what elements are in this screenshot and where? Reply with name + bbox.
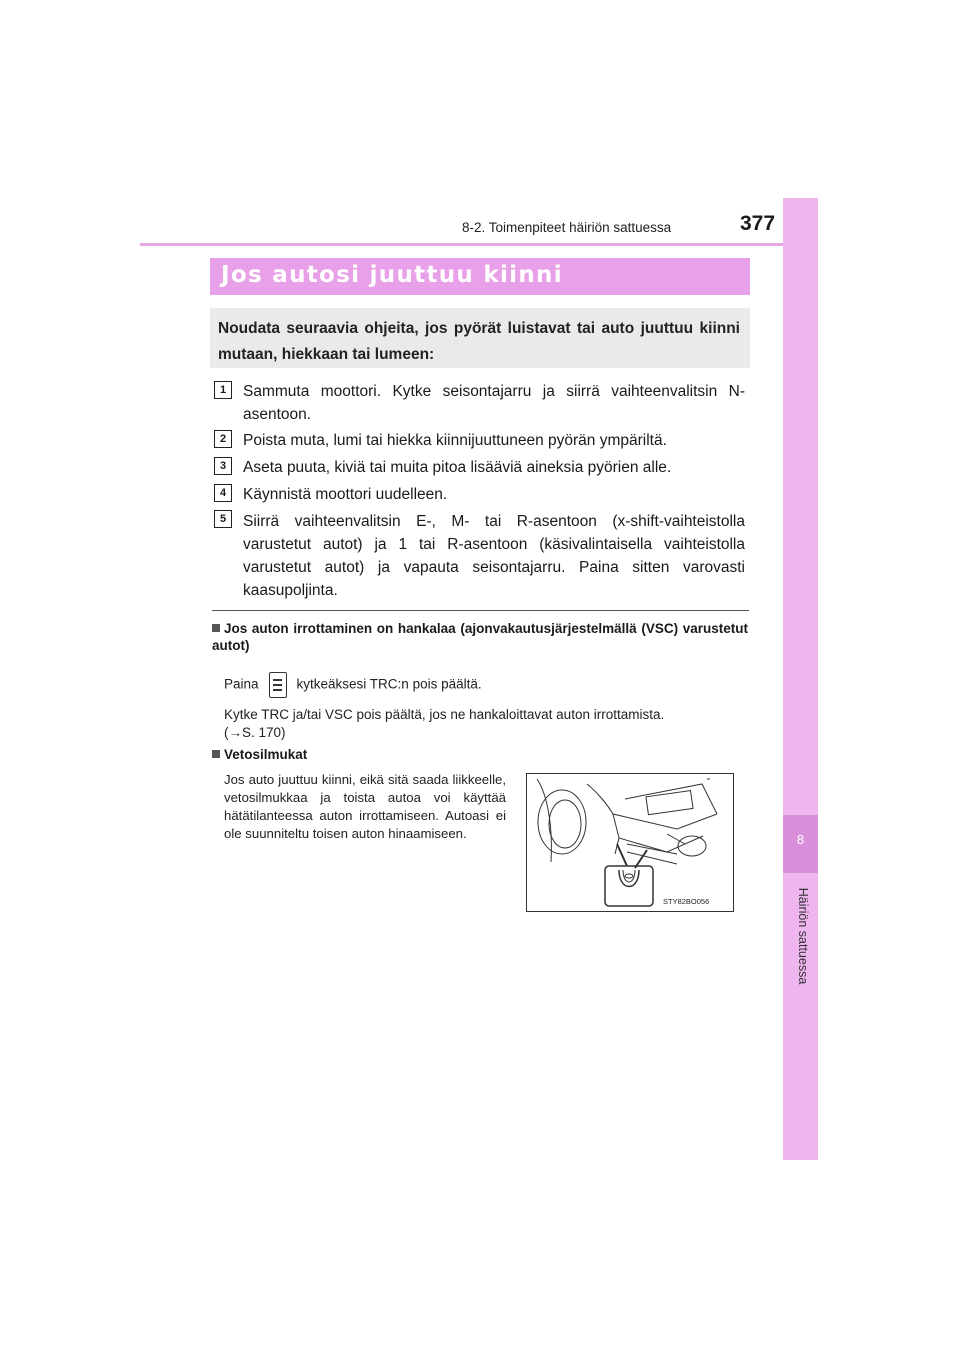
- tow-text: Jos auto juuttuu kiinni, eikä sitä saada liikkeelle, vetosilmukkaa ja toista autoa voi käyttää hätätilanteessa auton irrottamiseen. Autoasi ei ole suunniteltu toisen auton hinaamiseen.: [224, 772, 506, 841]
- vsc-heading: Jos auton irrottaminen on hankalaa (ajonvakautusjärjestelmällä (VSC) varustetut autot): [212, 621, 748, 653]
- step-text: Sammuta moottori. Kytke seisontajarru ja siirrä vaihteenvalitsin N-asentoon.: [243, 383, 745, 423]
- section-title: 8-2. Toimenpiteet häiriön sattuessa: [462, 220, 672, 235]
- vsc-note: Kytke TRC ja/tai VSC pois päältä, jos ne hankaloittavat auton irrottamista.: [224, 707, 665, 722]
- step-text: Käynnistä moottori uudelleen.: [243, 486, 448, 503]
- tow-heading: Vetosilmukat: [212, 746, 307, 763]
- vsc-off-button-icon: [269, 672, 287, 698]
- step-number: 2: [214, 430, 232, 448]
- section-divider: [212, 610, 749, 611]
- step-text: Poista muta, lumi tai hiekka kiinnijuuttuneen pyörän ympäriltä.: [243, 432, 667, 449]
- page-number: 377: [740, 212, 776, 235]
- step-text: Aseta puuta, kiviä tai muita pitoa lisääviä aineksia pyörien alle.: [243, 459, 672, 476]
- header-divider: [140, 243, 818, 246]
- intro-text: Noudata seuraavia ohjeita, jos pyörät luistavat tai auto juuttuu kiinni mutaan, hiekkaan tai lumeen:: [218, 320, 740, 363]
- step-number: 5: [214, 510, 232, 528]
- chapter-number: 8: [796, 832, 805, 847]
- towing-eyelet-illustration: [526, 773, 734, 912]
- step-number: 3: [214, 457, 232, 475]
- step-text: Siirrä vaihteenvalitsin E-, M- tai R-asentoon (x-shift-vaihteistolla varustetut autot) ja 1 tai R-asentoon (käsivalintaisella vaihteistolla varustetut autot) ja vapauta seisontajarru. Paina sitten varovasti kaasupoljinta.: [243, 513, 745, 599]
- bullet-square-icon: [212, 624, 220, 632]
- vsc-press-line: Paina kytkeäksesi TRC:n pois päältä.: [224, 672, 744, 698]
- vsc-section: [212, 620, 748, 654]
- vsc-page-ref: (→S. 170): [224, 725, 286, 740]
- page-title: Jos autosi juuttuu kiinni: [221, 262, 563, 288]
- step-number: 4: [214, 484, 232, 502]
- bullet-square-icon: [212, 750, 220, 758]
- illustration-code: STY82BO056: [663, 897, 710, 906]
- chapter-title: Häiriön sattuessa: [796, 887, 810, 985]
- step-number: 1: [214, 381, 232, 399]
- car-underside-drawing: [527, 774, 733, 911]
